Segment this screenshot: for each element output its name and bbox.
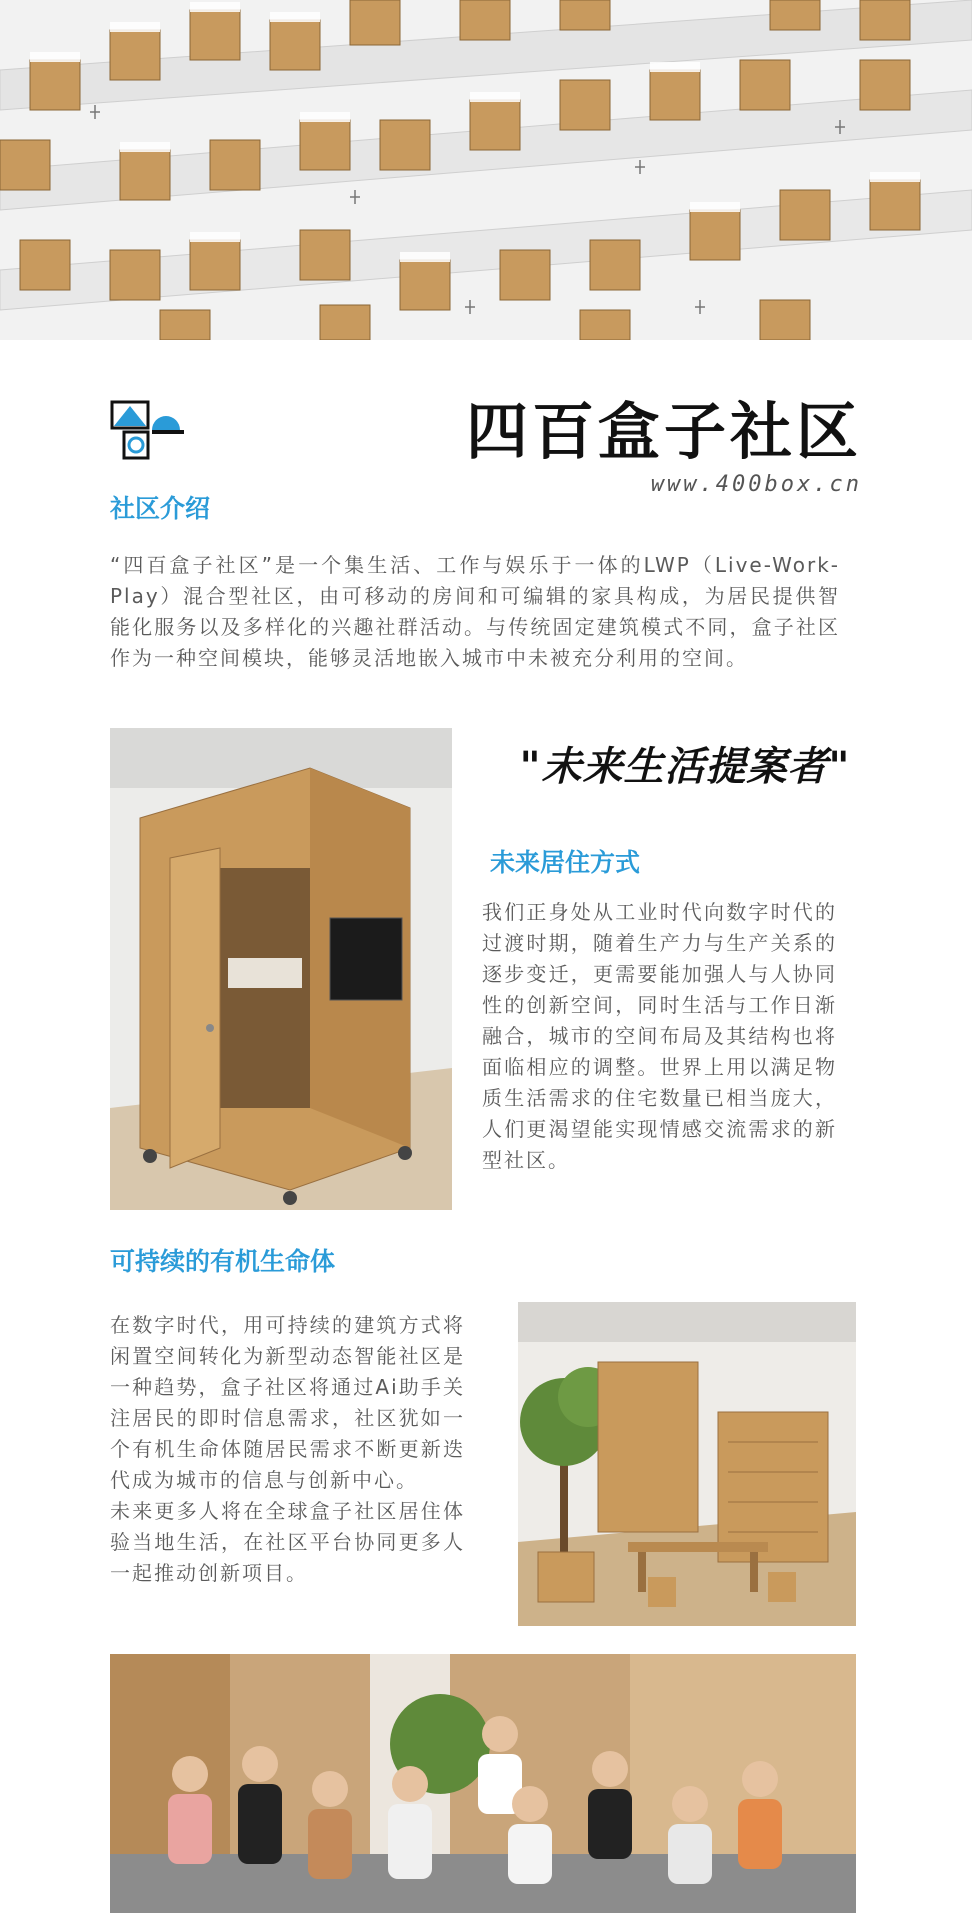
future-living-heading: 未来居住方式 [490,848,641,877]
box-community-logo-icon [110,400,188,462]
sustainable-paragraph-1: 在数字时代，用可持续的建筑方式将闲置空间转化为新型动态智能社区是一种趋势，盒子社区将通过Ai助手关注居民的即时信息需求，社区犹如一个有机生命体随居民需求不断更新迭代成为城市的信息与创新中心。 [110,1313,465,1492]
group-photo [110,1654,856,1913]
sustainable-text [110,1310,465,1589]
brand-logo [110,400,188,462]
isometric-community-drawing [0,0,972,340]
website-url: www.400box.cn [650,472,862,497]
future-living-paragraph: 我们正身处从工业时代向数字时代的过渡时期，随着生产力与生产关系的逐步变迁，更需要能加强人与人协同性的创新空间，同时生活与工作日渐融合，城市的空间布局及其结构也将面临相应的调整。世界上用以满足物质生活需求的住宅数量已相当庞大，人们更渴望能实现情感交流需求的新型社区。 [482,900,837,1172]
wooden-box-photo [110,728,452,1210]
tagline: "未来生活提案者" [519,744,851,790]
intro-heading: 社区介绍 [110,494,211,523]
sustainable-paragraph-2: 未来更多人将在全球盒子社区居住体验当地生活，在社区平台协同更多人一起推动创新项目。 [110,1499,465,1585]
hero-illustration [0,0,972,340]
page-title: 四百盒子社区 [465,395,862,468]
intro-paragraph: “四百盒子社区”是一个集生活、工作与娱乐于一体的LWP（Live-Work-Play）混合型社区，由可移动的房间和可编辑的家具构成，为居民提供智能化服务以及多样化的兴趣社群活动。与传统固定建筑模式不同，盒子社区作为一种空间模块，能够灵活地嵌入城市中未被充分利用的空间。 [110,553,840,670]
community-interior-photo [518,1302,856,1626]
sustainable-heading: 可持续的有机生命体 [110,1247,336,1276]
